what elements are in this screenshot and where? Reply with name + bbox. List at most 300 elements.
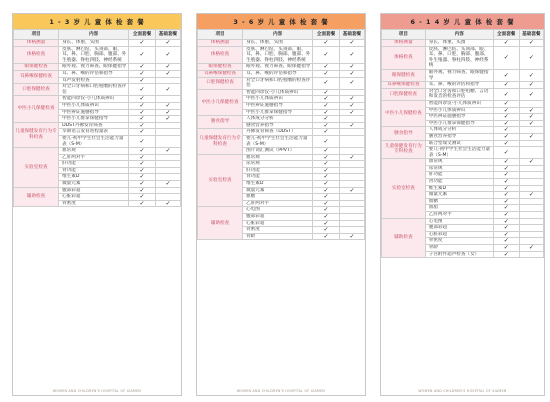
item-cell: 智能四诊仪-小儿体质辨识 [425, 100, 493, 107]
item-cell: 血常规 [243, 154, 313, 161]
category-cell: 实验室检查 [14, 148, 59, 188]
full-package-check: ✓ [129, 200, 156, 207]
basic-package-check: ✓ [155, 200, 180, 207]
basic-package-check [155, 154, 180, 161]
full-package-check: ✓ [313, 102, 340, 109]
category-cell: 膳食指导 [382, 127, 426, 140]
basic-package-check [339, 116, 364, 123]
basic-package-check: ✓ [155, 70, 180, 77]
full-package-check: ✓ [493, 114, 519, 121]
basic-package-check: ✓ [155, 116, 180, 123]
full-package-check: ✓ [313, 181, 340, 188]
category-cell: 眼保健检查 [14, 64, 59, 71]
basic-package-check: ✓ [519, 114, 543, 121]
full-package-check: ✓ [493, 251, 519, 258]
full-package-check: ✓ [493, 40, 519, 47]
basic-package-check [519, 100, 543, 107]
category-cell: 辅助检查 [198, 207, 243, 240]
basic-package-check: ✓ [339, 187, 364, 194]
item-cell: 对全口牙病和口腔咀嚼的检查评估 [243, 77, 313, 89]
table-row [198, 89, 365, 96]
item-cell: 中医小儿推拿保健指导 [243, 109, 313, 116]
item-cell: 中医辨证施膳指导 [243, 102, 313, 109]
full-package-check: ✓ [493, 179, 519, 186]
panel-title: 1 - 3 岁 儿 童 体 检 套 餐 [13, 14, 181, 29]
full-package-check: ✓ [129, 181, 156, 188]
basic-package-check: ✓ [155, 148, 180, 155]
full-package-check: ✓ [313, 227, 340, 234]
full-package-check: ✓ [313, 64, 340, 71]
full-package-check: ✓ [493, 172, 519, 179]
full-package-check: ✓ [129, 135, 156, 147]
basic-package-check: ✓ [519, 82, 543, 89]
category-cell: 体格测量 [14, 40, 59, 47]
basic-package-check [155, 129, 180, 136]
basic-package-check [339, 194, 364, 201]
category-cell: 口腔保健检查 [198, 77, 243, 89]
basic-package-check: ✓ [339, 46, 364, 64]
table-row [14, 84, 181, 96]
item-cell: 乙肝两对半 [425, 212, 493, 219]
table-row [382, 159, 544, 166]
table-row [382, 46, 544, 69]
category-cell: 中医小儿保健检查 [382, 100, 426, 126]
category-cell: 儿童保健发育行为专科检查 [198, 129, 243, 154]
col-header-content: 内容 [59, 30, 129, 40]
category-cell: 膳食指导 [198, 116, 243, 129]
full-package-check: ✓ [129, 129, 156, 136]
item-cell: 耳、鼻、喉的评估和指导 [243, 70, 313, 77]
full-package-check: ✓ [129, 122, 156, 129]
item-cell: 微量元素 [59, 181, 129, 188]
basic-package-check: ✓ [519, 88, 543, 100]
full-package-check: ✓ [313, 40, 340, 47]
basic-package-check [339, 181, 364, 188]
table-row [198, 64, 365, 71]
col-header-basic: 基础套餐 [339, 30, 364, 40]
item-cell: 皮肤、淋巴结、头颈部、眼、耳、鼻、口腔、胸部、腹部、外生殖器、脊柱四肢、神经系统 [425, 46, 493, 69]
panel-3-6 [196, 13, 366, 396]
basic-package-check: ✓ [339, 64, 364, 71]
item-cell: 婴儿-初中学生社会生活能力量表（S-M） [425, 147, 493, 159]
basic-package-check [519, 179, 543, 186]
col-header-content: 内容 [243, 30, 313, 40]
basic-package-check [519, 231, 543, 238]
item-cell: 肾功能 [243, 174, 313, 181]
basic-package-check [339, 161, 364, 168]
basic-package-check [339, 214, 364, 221]
basic-package-check [339, 148, 364, 155]
col-header-full: 全面套餐 [313, 30, 340, 40]
basic-package-check: ✓ [519, 46, 543, 69]
table-row [382, 40, 544, 47]
item-cell: 骨龄 [243, 233, 313, 240]
category-cell: 耳鼻喉保健检查 [382, 82, 426, 89]
basic-package-check [339, 89, 364, 96]
basic-package-check: ✓ [339, 154, 364, 161]
full-package-check: ✓ [313, 70, 340, 77]
table-row [14, 64, 181, 71]
item-cell: 眼外观、视力筛查、眼保健指导 [59, 64, 129, 71]
full-package-check: ✓ [313, 194, 340, 201]
table-row [198, 77, 365, 89]
table-row [198, 154, 365, 161]
full-package-check: ✓ [313, 187, 340, 194]
category-cell: 中医小儿保健检查 [14, 96, 59, 122]
full-package-check: ✓ [493, 205, 519, 212]
table-row [14, 148, 181, 155]
item-cell: 中医小儿体质辨识 [59, 102, 129, 109]
item-cell: 乙肝两对半 [59, 154, 129, 161]
item-cell: 耳、鼻、喉的评估和指导 [59, 70, 129, 77]
basic-package-check [155, 77, 180, 84]
full-package-check: ✓ [129, 77, 156, 84]
category-cell: 眼保健检查 [198, 64, 243, 71]
item-cell: 中医辨证施膳指导 [425, 114, 493, 121]
item-cell: 眼外观、视力筛查、眼保健指导 [425, 69, 493, 81]
item-cell: 皮肤、淋巴结、头颈部、眼、耳、鼻、口腔、胸部、腹部、外生殖器、脊柱四肢、神经系统 [59, 46, 129, 64]
full-package-check: ✓ [313, 77, 340, 89]
basic-package-check: ✓ [155, 40, 180, 47]
table-row [198, 40, 365, 47]
full-package-check: ✓ [313, 89, 340, 96]
full-package-check: ✓ [129, 154, 156, 161]
basic-package-check [155, 167, 180, 174]
item-cell: 对全口牙病和口腔咀嚼的检查评估 [59, 84, 129, 96]
full-package-check: ✓ [313, 129, 340, 136]
item-cell: 血常规 [59, 148, 129, 155]
full-package-check: ✓ [129, 148, 156, 155]
full-package-check: ✓ [493, 212, 519, 219]
full-package-check: ✓ [493, 140, 519, 147]
item-cell: 图片词汇测试（PPVT） [243, 148, 313, 155]
full-package-check: ✓ [493, 69, 519, 81]
full-package-check: ✓ [313, 122, 340, 129]
col-header-full: 全面套餐 [493, 30, 519, 40]
category-cell: 儿童保健发育行为专科检查 [14, 122, 59, 147]
item-cell: 婴儿-初中学生社会生活能力量表（S-M） [59, 135, 129, 147]
basic-package-check: ✓ [155, 109, 180, 116]
col-header-basic: 基础套餐 [519, 30, 543, 40]
col-header-content: 内容 [425, 30, 493, 40]
basic-package-check: ✓ [339, 102, 364, 109]
basic-package-check [155, 96, 180, 103]
panel-1-3 [12, 13, 182, 396]
basic-package-check: ✓ [155, 46, 180, 64]
item-cell: 耳声发射检查 [59, 77, 129, 84]
col-header-basic: 基础套餐 [155, 30, 180, 40]
full-package-check: ✓ [493, 82, 519, 89]
category-cell: 体格测量 [198, 40, 243, 47]
table-row [382, 82, 544, 89]
category-cell: 儿童保健发育行为专科检查 [382, 140, 426, 159]
item-cell: 肝功能 [425, 172, 493, 179]
item-cell: 心脏彩超 [243, 220, 313, 227]
item-cell: 中医小儿推拿保健指导 [425, 120, 493, 127]
item-cell: 维生素D [425, 185, 493, 192]
item-cell: 腹部彩超 [59, 187, 129, 194]
basic-package-check: ✓ [519, 245, 543, 252]
basic-package-check: ✓ [155, 102, 180, 109]
basic-package-check: ✓ [519, 133, 543, 140]
col-header-full: 全面套餐 [129, 30, 156, 40]
item-cell: 骨密度 [243, 227, 313, 234]
item-cell: 骨密度 [59, 200, 129, 207]
full-package-check: ✓ [313, 220, 340, 227]
item-cell: 尿常规 [425, 165, 493, 172]
basic-package-check [519, 172, 543, 179]
table-row [198, 129, 365, 136]
basic-package-check [339, 174, 364, 181]
item-cell: 联合型瑞文测试 [425, 140, 493, 147]
table-row [382, 218, 544, 225]
full-package-check: ✓ [313, 148, 340, 155]
full-package-check: ✓ [493, 100, 519, 107]
table-row [382, 100, 544, 107]
full-package-check: ✓ [313, 135, 340, 147]
item-cell: 中医小儿推拿保健指导 [59, 116, 129, 123]
basic-package-check: ✓ [155, 64, 180, 71]
basic-package-check [519, 225, 543, 232]
full-package-check: ✓ [493, 147, 519, 159]
full-package-check: ✓ [493, 133, 519, 140]
full-package-check: ✓ [493, 185, 519, 192]
category-cell: 体格检查 [14, 46, 59, 64]
item-cell: 人体成分分析 [425, 127, 493, 134]
full-package-check: ✓ [493, 231, 519, 238]
table-row [198, 70, 365, 77]
full-package-check: ✓ [313, 200, 340, 207]
item-cell: 皮肤、淋巴结、头颈部、眼、耳、鼻、口腔、胸部、腹部、外生殖器、脊柱四肢、神经系统 [243, 46, 313, 64]
full-package-check: ✓ [129, 116, 156, 123]
item-cell: 智能四诊仪-小儿体质辨识 [243, 89, 313, 96]
item-cell: 膳食营养指导 [243, 122, 313, 129]
full-package-check: ✓ [129, 109, 156, 116]
package-table [13, 29, 181, 207]
table-row [198, 116, 365, 123]
basic-package-check [155, 161, 180, 168]
package-rows [382, 40, 544, 258]
basic-package-check [339, 207, 364, 214]
category-cell: 耳鼻喉保健检查 [198, 70, 243, 77]
basic-package-check [155, 194, 180, 201]
table-row [14, 40, 181, 47]
full-package-check: ✓ [493, 198, 519, 205]
basic-package-check [519, 147, 543, 159]
table-row [198, 46, 365, 64]
item-cell: 微量元素 [425, 192, 493, 199]
item-cell: 智能四诊仪-小儿体质辨识 [59, 96, 129, 103]
basic-package-check: ✓ [339, 70, 364, 77]
category-cell: 辅助检查 [14, 187, 59, 207]
item-cell: 身长、体重、头围 [243, 40, 313, 47]
basic-package-check: ✓ [339, 77, 364, 89]
basic-package-check [155, 187, 180, 194]
full-package-check: ✓ [129, 174, 156, 181]
table-row [14, 46, 181, 64]
category-cell: 中医小儿保健检查 [198, 89, 243, 115]
full-package-check: ✓ [129, 46, 156, 64]
full-package-check: ✓ [493, 46, 519, 69]
full-package-check: ✓ [313, 96, 340, 103]
full-package-check: ✓ [313, 154, 340, 161]
table-row [14, 70, 181, 77]
full-package-check: ✓ [313, 109, 340, 116]
item-cell: 中医小儿体质辨识 [425, 107, 493, 114]
hospital-footer: WOMEN AND CHILDREN'S HOSPITAL OF XIAMEN [418, 389, 507, 393]
category-cell: 口腔保健检查 [382, 88, 426, 100]
basic-package-check: ✓ [155, 181, 180, 188]
basic-package-check: ✓ [519, 69, 543, 81]
table-row [14, 187, 181, 194]
item-cell: 腹部彩超 [425, 225, 493, 232]
basic-package-check [519, 140, 543, 147]
item-cell: 心电图 [243, 207, 313, 214]
item-cell: 心电图 [425, 218, 493, 225]
full-package-check: ✓ [313, 233, 340, 240]
full-package-check: ✓ [129, 102, 156, 109]
full-package-check: ✓ [129, 64, 156, 71]
full-package-check: ✓ [493, 225, 519, 232]
basic-package-check: ✓ [339, 40, 364, 47]
item-cell: 膳食营养指导 [425, 133, 493, 140]
table-row [14, 122, 181, 129]
table-row [382, 140, 544, 147]
full-package-check: ✓ [129, 96, 156, 103]
basic-package-check: ✓ [339, 122, 364, 129]
basic-package-check: ✓ [519, 120, 543, 127]
full-package-check: ✓ [313, 46, 340, 64]
category-cell: 耳鼻喉保健检查 [14, 70, 59, 83]
item-cell: 中医小儿体质辨识 [243, 96, 313, 103]
full-package-check: ✓ [493, 218, 519, 225]
item-cell: 维生素D [243, 181, 313, 188]
item-cell: 肝功能 [243, 167, 313, 174]
basic-package-check [519, 127, 543, 134]
col-header-item: 项目 [198, 30, 243, 40]
full-package-check: ✓ [493, 192, 519, 199]
basic-package-check [519, 205, 543, 212]
category-cell: 实验室检查 [198, 154, 243, 207]
item-cell: 心脏彩超 [425, 231, 493, 238]
basic-package-check: ✓ [339, 96, 364, 103]
full-package-check: ✓ [493, 107, 519, 114]
package-table [381, 29, 544, 258]
item-cell: 早期语言发育进程量表 [59, 129, 129, 136]
full-package-check: ✓ [129, 70, 156, 77]
basic-package-check [519, 218, 543, 225]
full-package-check: ✓ [313, 161, 340, 168]
basic-package-check: ✓ [519, 159, 543, 166]
full-package-check: ✓ [313, 167, 340, 174]
package-rows [198, 40, 365, 240]
item-cell: 身长、体重、头围 [425, 40, 493, 47]
full-package-check: ✓ [129, 187, 156, 194]
full-package-check: ✓ [493, 238, 519, 245]
full-package-check: ✓ [493, 88, 519, 100]
basic-package-check [339, 200, 364, 207]
basic-package-check: ✓ [519, 192, 543, 199]
item-cell: 身长、体重、头围 [59, 40, 129, 47]
full-package-check: ✓ [129, 161, 156, 168]
item-cell: 婴儿-初中学生社会生活能力量表（S-M） [243, 135, 313, 147]
full-package-check: ✓ [493, 245, 519, 252]
item-cell: 尿常规 [243, 161, 313, 168]
basic-package-check [339, 129, 364, 136]
category-cell: 体格测量 [382, 40, 426, 47]
item-cell: 维生素D [59, 174, 129, 181]
full-package-check: ✓ [129, 167, 156, 174]
item-cell: 心脏彩超 [59, 194, 129, 201]
table-row [198, 207, 365, 214]
item-cell: 对全口牙齿和口腔咀嚼、言语和发音的检查评估 [425, 88, 493, 100]
table-row [14, 96, 181, 103]
basic-package-check: ✓ [339, 109, 364, 116]
basic-package-check: ✓ [339, 233, 364, 240]
basic-package-check [155, 135, 180, 147]
col-header-item: 项目 [14, 30, 59, 40]
full-package-check: ✓ [313, 207, 340, 214]
full-package-check: ✓ [129, 40, 156, 47]
category-cell: 眼保健检查 [382, 69, 426, 81]
item-cell: 眼外观、视力筛查、眼保健指导 [243, 64, 313, 71]
table-row [382, 127, 544, 134]
item-cell: 肝功能 [59, 161, 129, 168]
full-package-check: ✓ [313, 116, 340, 123]
full-package-check: ✓ [493, 165, 519, 172]
hospital-footer: WOMEN AND CHILDREN'S HOSPITAL OF XIAMEN [236, 389, 326, 393]
basic-package-check [519, 185, 543, 192]
item-cell: 肾功能 [59, 167, 129, 174]
full-package-check: ✓ [493, 127, 519, 134]
full-package-check: ✓ [493, 120, 519, 127]
basic-package-check [519, 165, 543, 172]
panel-6-14 [380, 13, 545, 396]
item-cell: 丹佛发育筛查（DDST） [243, 129, 313, 136]
category-cell: 体格检查 [198, 46, 243, 64]
package-rows [14, 40, 181, 207]
category-cell: 辅助检查 [382, 218, 426, 258]
basic-package-check [519, 198, 543, 205]
item-cell: DDST丹佛发育筛查 [59, 122, 129, 129]
item-cell: 血糖 [425, 198, 493, 205]
item-cell: 血糖 [243, 194, 313, 201]
full-package-check: ✓ [313, 174, 340, 181]
basic-package-check [339, 135, 364, 147]
item-cell: 血常规 [425, 159, 493, 166]
basic-package-check: ✓ [519, 107, 543, 114]
basic-package-check [519, 251, 543, 258]
item-cell: 子宫附件超声检查（女） [425, 251, 493, 258]
basic-package-check [155, 122, 180, 129]
package-table [197, 29, 365, 240]
basic-package-check [519, 212, 543, 219]
item-cell: 中医辨证施膳指导 [59, 109, 129, 116]
col-header-item: 项目 [382, 30, 426, 40]
panel-title: 3 - 6 岁 儿 童 体 检 套 餐 [197, 14, 365, 29]
item-cell: 骨密度 [425, 238, 493, 245]
item-cell: 血脂 [425, 205, 493, 212]
item-cell: 耳、鼻、喉的评估和指导 [425, 82, 493, 89]
basic-package-check [339, 167, 364, 174]
full-package-check: ✓ [493, 159, 519, 166]
basic-package-check [339, 227, 364, 234]
category-cell: 口腔保健检查 [14, 84, 59, 96]
category-cell: 实验室检查 [382, 159, 426, 218]
item-cell: 腹部彩超 [243, 214, 313, 221]
basic-package-check: ✓ [155, 84, 180, 96]
full-package-check: ✓ [129, 84, 156, 96]
